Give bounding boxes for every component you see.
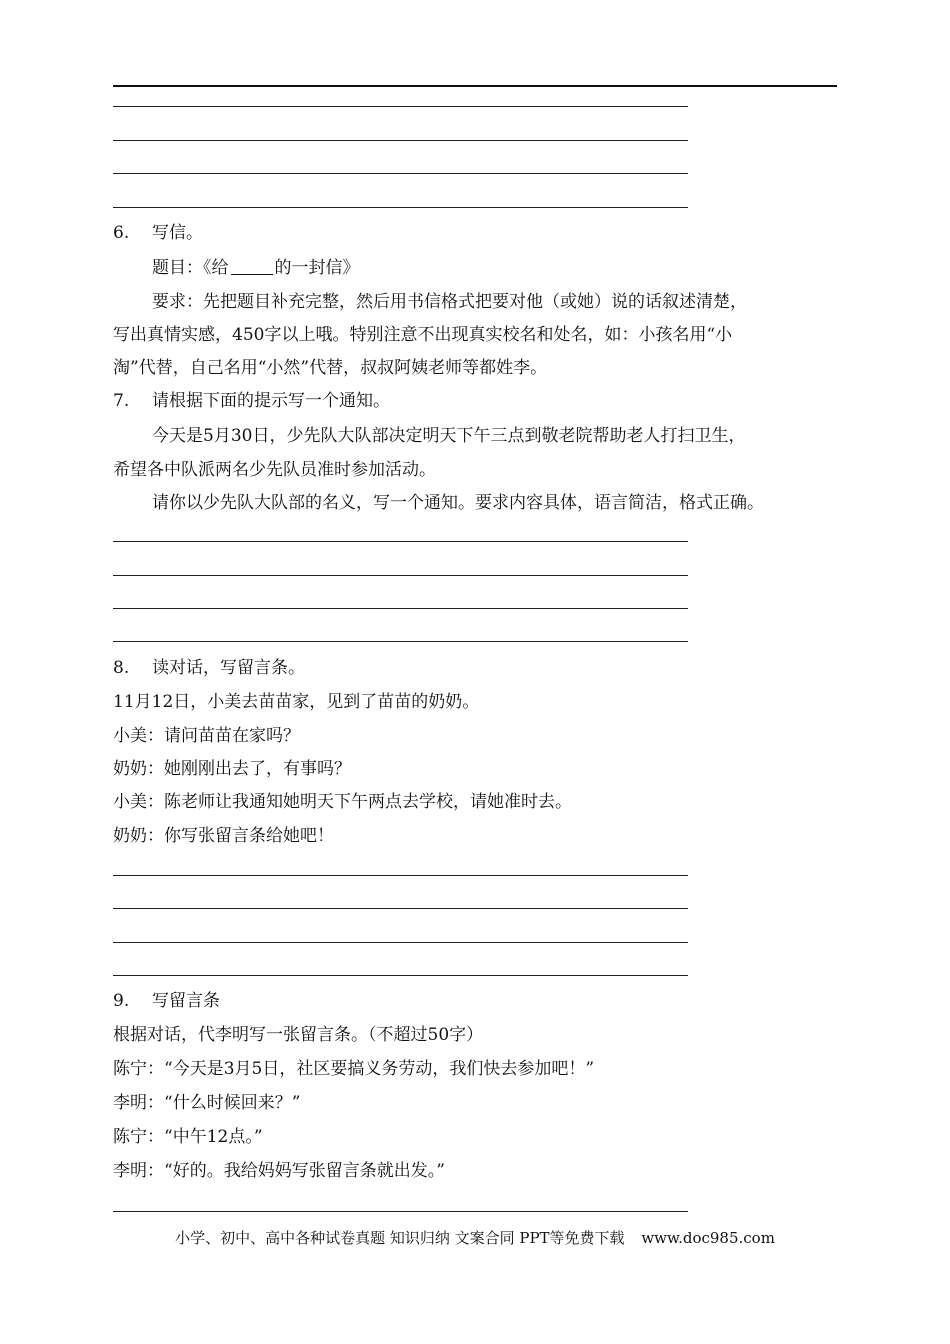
answer-line [113, 942, 688, 943]
q8-line: 奶奶：你写张留言条给她吧！ [113, 826, 334, 846]
q8-heading [113, 657, 305, 679]
footer-text: 小学、初中、高中各种试卷真题 知识归纳 文案合同 PPT等免费下载 [175, 1229, 625, 1247]
q7-paragraph-line: 希望各中队派两名少先队员准时参加活动。 [113, 460, 436, 480]
page-footer [0, 1228, 950, 1248]
answer-line [113, 140, 688, 141]
q9-line: 根据对话，代李明写一张留言条。（不超过50字） [113, 1025, 484, 1045]
q9-line: 陈宁：“中午12点。” [113, 1127, 263, 1147]
q6-topic [152, 257, 360, 279]
q6-number: 6. [113, 223, 130, 243]
answer-line [113, 106, 688, 107]
answer-line [113, 541, 688, 542]
q7-number: 7. [113, 391, 130, 411]
answer-line [113, 975, 688, 976]
q7-instruction: 请你以少先队大队部的名义，写一个通知。要求内容具体，语言简洁，格式正确。 [152, 493, 764, 513]
answer-line [113, 641, 688, 642]
answer-line [113, 173, 688, 174]
q9-line: 李明：“什么时候回来？” [113, 1093, 301, 1113]
answer-line [113, 207, 688, 208]
q9-heading [113, 990, 220, 1012]
q9-title: 写留言条 [152, 991, 220, 1011]
answer-line [113, 1211, 688, 1212]
q6-heading [113, 222, 203, 244]
q8-line: 11月12日，小美去苗苗家，见到了苗苗的奶奶。 [113, 692, 480, 712]
answer-line [113, 608, 688, 609]
answer-line [113, 908, 688, 909]
q8-line: 小美：陈老师让我通知她明天下午两点去学校，请她准时去。 [113, 792, 572, 812]
q6-requirement-line: 淘”代替，自己名用“小然”代替，叔叔阿姨老师等都姓李。 [113, 358, 548, 378]
q6-topic-prefix: 题目：《给 [152, 258, 229, 278]
answer-line [113, 575, 688, 576]
q6-requirement-line: 要求：先把题目补充完整，然后用书信格式把要对他（或她）说的话叙述清楚， [152, 292, 747, 312]
q8-line: 小美：请问苗苗在家吗？ [113, 726, 300, 746]
q7-paragraph-line: 今天是5月30日，少先队大队部决定明天下午三点到敬老院帮助老人打扫卫生， [152, 426, 746, 446]
q8-title: 读对话，写留言条。 [152, 658, 305, 678]
fill-blank [231, 258, 273, 275]
q6-title: 写信。 [152, 223, 203, 243]
q6-topic-suffix: 的一封信》 [274, 258, 360, 278]
q9-line: 陈宁：“今天是3月5日，社区要搞义务劳动，我们快去参加吧！” [113, 1059, 595, 1079]
q6-requirement-line: 写出真情实感，450字以上哦。特别注意不出现真实校名和处名，如：小孩名用“小 [113, 325, 733, 345]
top-rule [113, 85, 837, 87]
q7-heading [113, 390, 390, 412]
q8-line: 奶奶：她刚刚出去了，有事吗？ [113, 759, 351, 779]
q7-title: 请根据下面的提示写一个通知。 [152, 391, 390, 411]
answer-line [113, 875, 688, 876]
q8-number: 8. [113, 658, 130, 678]
q9-number: 9. [113, 991, 130, 1011]
q9-line: 李明：“好的。我给妈妈写张留言条就出发。” [113, 1161, 445, 1181]
footer-url[interactable]: www.doc985.com [641, 1229, 775, 1247]
